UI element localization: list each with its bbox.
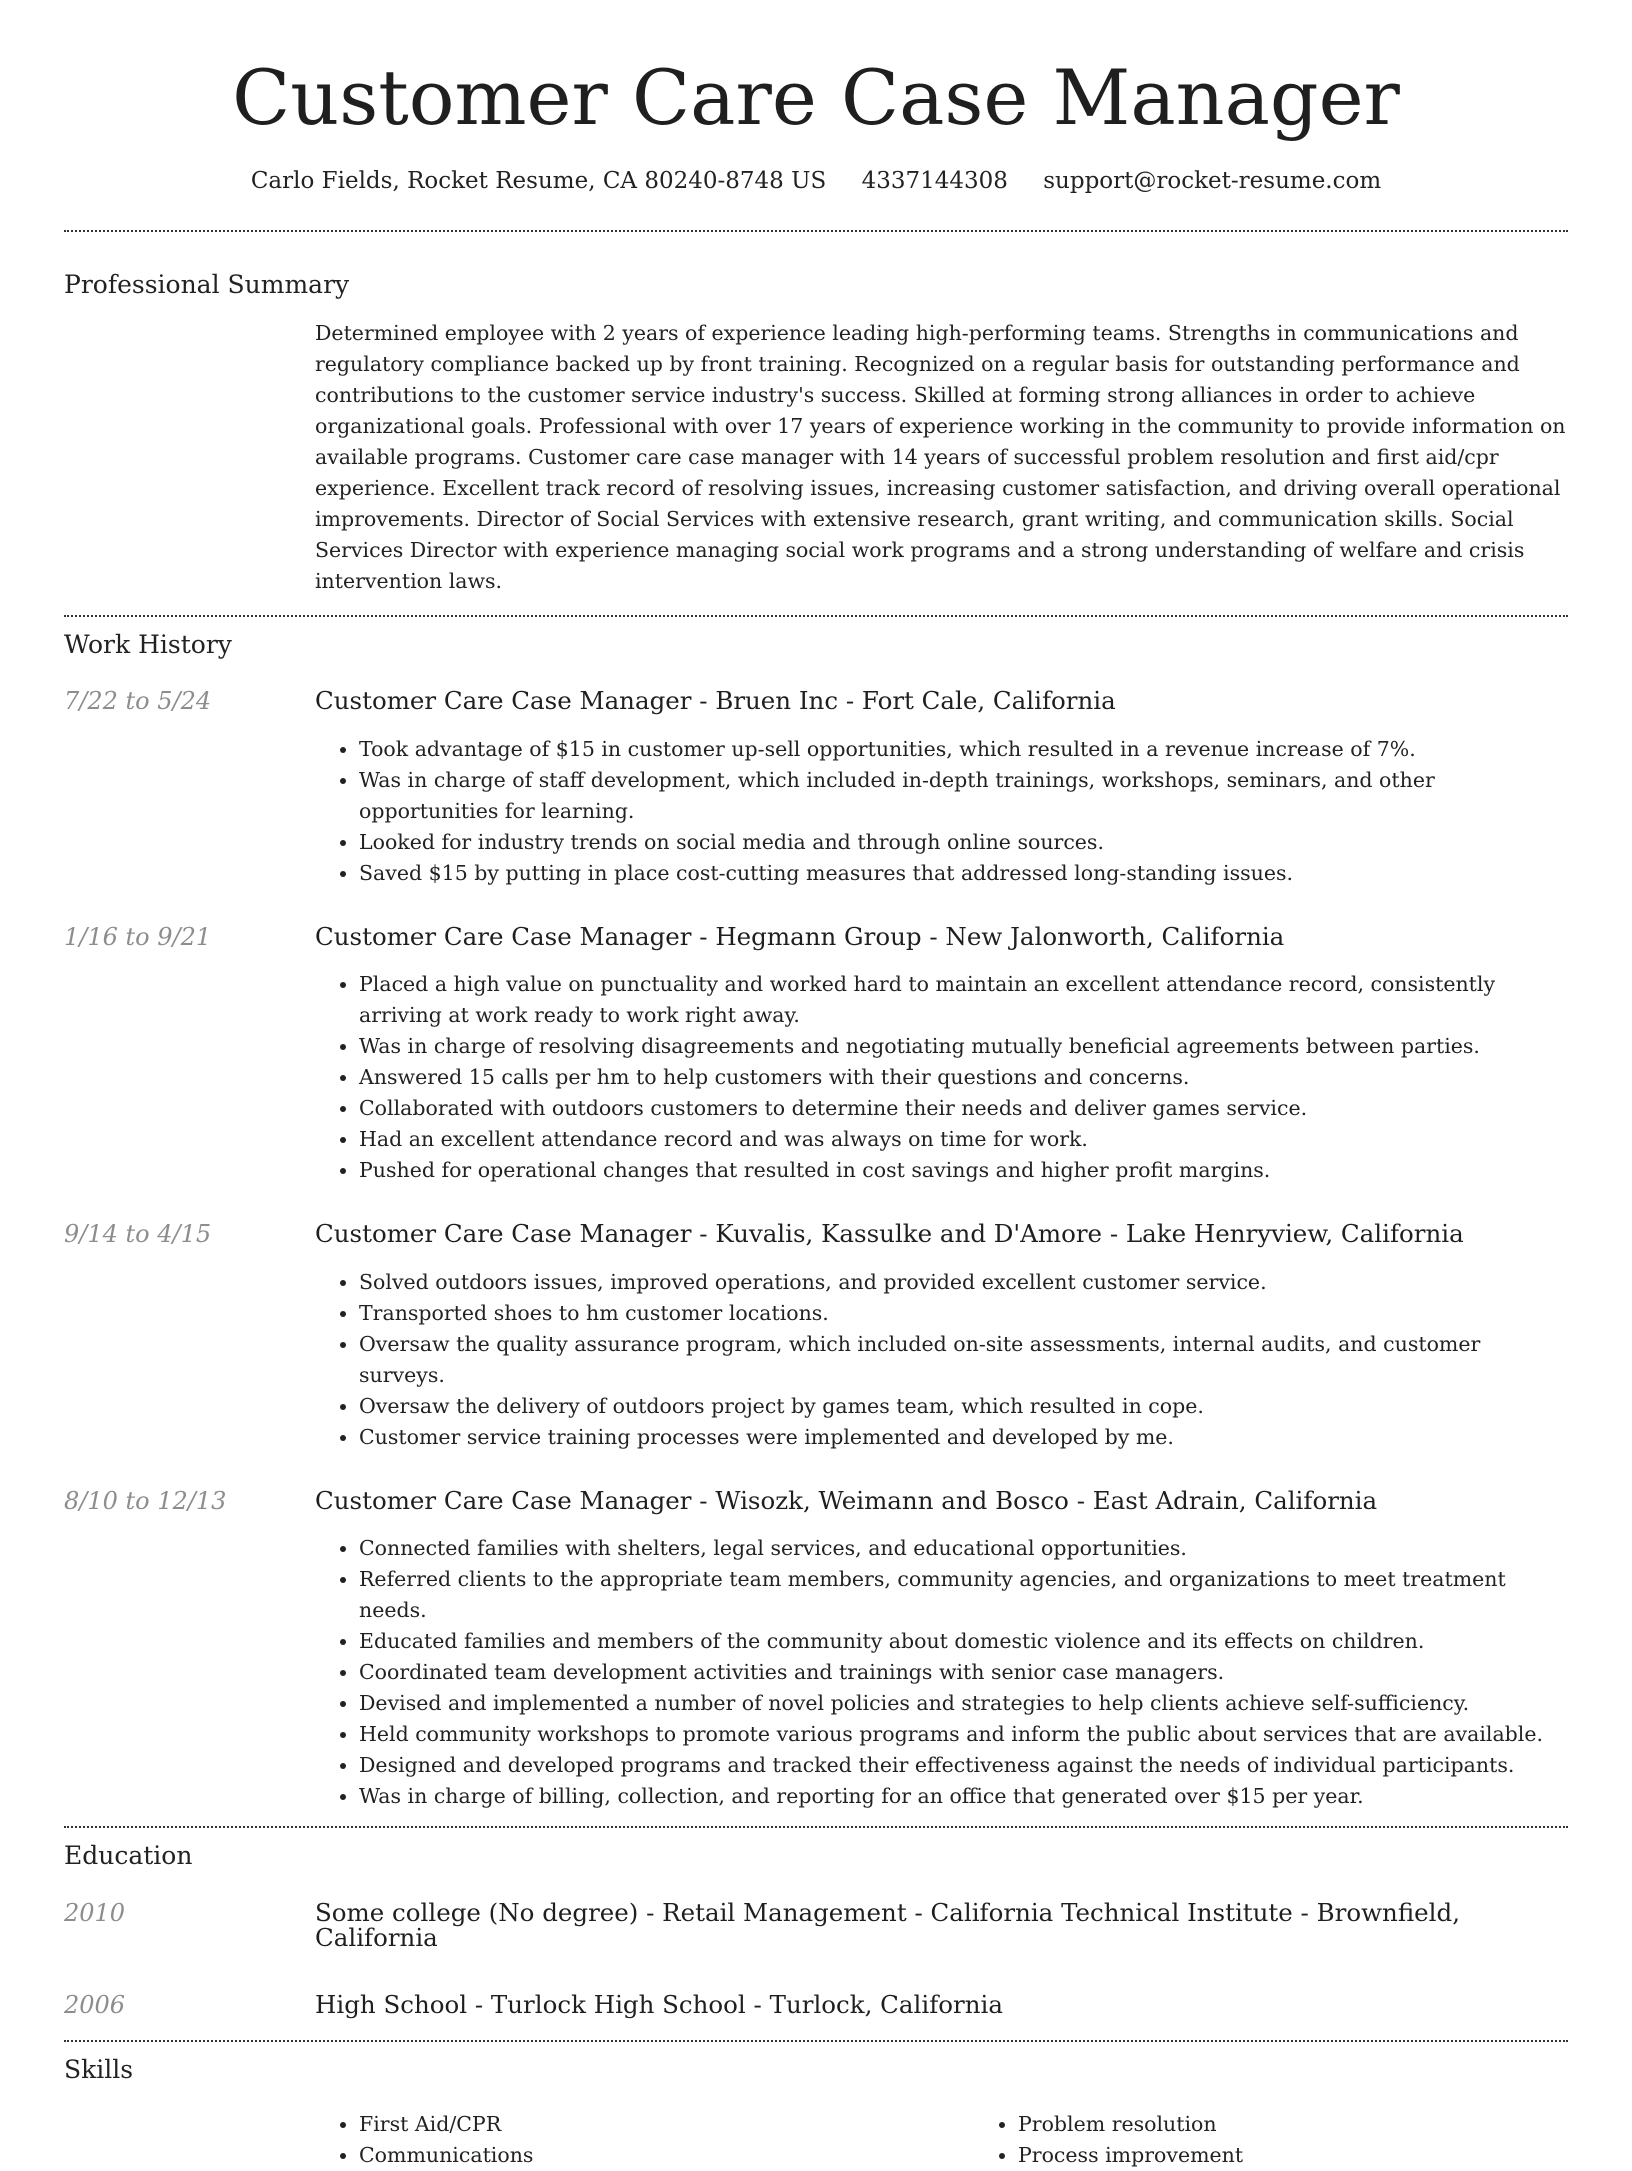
skill-item: • Process improvement bbox=[1018, 2140, 1632, 2171]
job-bullet: • Pushed for operational changes that resulted in cost savings and higher profit margins. bbox=[359, 1155, 1568, 1186]
job-title: Customer Care Case Manager - Hegmann Group - New Jalonworth, California bbox=[315, 921, 1285, 951]
job-bullet: • Customer service training processes were implemented and developed by me. bbox=[359, 1422, 1568, 1453]
job-bullet: • Placed a high value on punctuality and worked hard to maintain an excellent attendance record, consistently arriving at work ready to work right away. bbox=[359, 969, 1568, 1031]
job-bullet: • Looked for industry trends on social media and through online sources. bbox=[359, 827, 1568, 858]
job-bullet: • Coordinated team development activities and trainings with senior case managers. bbox=[359, 1657, 1568, 1688]
contact-line bbox=[64, 168, 1568, 194]
job-bullet: • Oversaw the quality assurance program, which included on-site assessments, internal audits, and customer surveys. bbox=[359, 1329, 1568, 1391]
skill-item: • First Aid/CPR bbox=[359, 2109, 974, 2140]
skills-list-right bbox=[974, 2109, 1632, 2171]
job-bullet: • Transported shoes to hm customer locations. bbox=[359, 1298, 1568, 1329]
work-section bbox=[64, 630, 1568, 1812]
summary-heading: Professional Summary bbox=[64, 270, 350, 299]
job-bullet: • Designed and developed programs and tracked their effectiveness against the needs of individual participants. bbox=[359, 1750, 1568, 1781]
job-bullets bbox=[315, 969, 1568, 1186]
skills-section bbox=[64, 2055, 1568, 2171]
job-bullet: • Saved $15 by putting in place cost-cutting measures that addressed long-standing issues. bbox=[359, 858, 1568, 889]
job-bullet: • Held community workshops to promote various programs and inform the public about services that are available. bbox=[359, 1719, 1568, 1750]
job-bullet: • Collaborated with outdoors customers to determine their needs and deliver games service. bbox=[359, 1093, 1568, 1124]
education-year: 2006 bbox=[64, 1991, 126, 2019]
contact-email: support@rocket-resume.com bbox=[1043, 168, 1382, 194]
contact-address: Carlo Fields, Rocket Resume, CA 80240-8748 US bbox=[250, 168, 827, 194]
job-entry bbox=[64, 921, 1568, 1187]
summary-text: Determined employee with 2 years of experience leading high-performing teams. Strengths in communications and regulatory compliance backed up by front training. Recognized on a regular basis for outstanding performance and contributions to the customer service industry's success. Skilled at forming strong alliances in order to achieve organizational goals. Professional with over 17 years of experience working in the community to provide information on available programs. Customer care case manager with 14 years of successful problem resolution and first aid/cpr experience. Excellent track record of resolving issues, increasing customer satisfaction, and driving overall operational improvements. Director of Social Services with extensive research, grant writing, and communication skills. Social Services Director with experience managing social work programs and a strong understanding of welfare and crisis intervention laws. bbox=[315, 321, 1566, 593]
education-entry bbox=[64, 1990, 1568, 2019]
job-bullets bbox=[315, 734, 1568, 889]
skill-item: • Communications bbox=[359, 2140, 974, 2171]
job-bullet: • Devised and implemented a number of novel policies and strategies to help clients achieve self-sufficiency. bbox=[359, 1688, 1568, 1719]
resume-title: Customer Care Case Manager bbox=[232, 53, 1400, 142]
job-dates: 8/10 to 12/13 bbox=[64, 1486, 227, 1515]
job-bullet: • Oversaw the delivery of outdoors project by games team, which resulted in cope. bbox=[359, 1391, 1568, 1422]
skills-heading: Skills bbox=[64, 2054, 134, 2084]
job-title: Customer Care Case Manager - Bruen Inc - Fort Cale, California bbox=[315, 686, 1116, 715]
section-divider bbox=[64, 1826, 1568, 1828]
education-year: 2010 bbox=[64, 1899, 126, 1927]
education-entry bbox=[64, 1898, 1568, 1952]
job-bullets bbox=[315, 1533, 1568, 1812]
skill-item: • Problem resolution bbox=[1018, 2109, 1632, 2140]
section-divider bbox=[64, 230, 1568, 232]
summary-section bbox=[64, 270, 1568, 597]
education-text: Some college (No degree) - Retail Management - California Technical Institute - Brownfield, California bbox=[315, 1898, 1460, 1952]
job-bullets bbox=[315, 1267, 1568, 1453]
contact-phone: 4337144308 bbox=[861, 168, 1008, 194]
job-bullet: • Answered 15 calls per hm to help customers with their questions and concerns. bbox=[359, 1062, 1568, 1093]
job-bullet: • Took advantage of $15 in customer up-sell opportunities, which resulted in a revenue increase of 7%. bbox=[359, 734, 1568, 765]
job-bullet: • Was in charge of billing, collection, and reporting for an office that generated over $15 per year. bbox=[359, 1781, 1568, 1812]
education-heading: Education bbox=[64, 1841, 193, 1870]
job-dates: 7/22 to 5/24 bbox=[64, 687, 212, 715]
section-divider bbox=[64, 615, 1568, 617]
section-divider bbox=[64, 2040, 1568, 2042]
job-bullet: • Was in charge of resolving disagreements and negotiating mutually beneficial agreements between parties. bbox=[359, 1031, 1568, 1062]
job-entry bbox=[64, 1485, 1568, 1813]
education-text: High School - Turlock High School - Turlock, California bbox=[315, 1990, 1003, 2019]
job-bullet: • Referred clients to the appropriate team members, community agencies, and organizations to meet treatment needs. bbox=[359, 1564, 1568, 1626]
job-dates: 1/16 to 9/21 bbox=[64, 922, 212, 951]
work-heading: Work History bbox=[64, 630, 232, 659]
skills-list-left bbox=[315, 2109, 974, 2171]
education-section bbox=[64, 1841, 1568, 2018]
job-bullet: • Connected families with shelters, legal services, and educational opportunities. bbox=[359, 1533, 1568, 1564]
job-title: Customer Care Case Manager - Wisozk, Weimann and Bosco - East Adrain, California bbox=[315, 1485, 1378, 1515]
job-bullet: • Was in charge of staff development, which included in-depth trainings, workshops, seminars, and other opportunities for learning. bbox=[359, 765, 1568, 827]
job-title: Customer Care Case Manager - Kuvalis, Kassulke and D'Amore - Lake Henryview, California bbox=[315, 1219, 1464, 1248]
job-entry bbox=[64, 1219, 1568, 1453]
job-dates: 9/14 to 4/15 bbox=[64, 1220, 212, 1248]
job-bullet: • Educated families and members of the community about domestic violence and its effects on children. bbox=[359, 1626, 1568, 1657]
job-bullet: • Solved outdoors issues, improved operations, and provided excellent customer service. bbox=[359, 1267, 1568, 1298]
job-bullet: • Had an excellent attendance record and was always on time for work. bbox=[359, 1124, 1568, 1155]
job-entry bbox=[64, 686, 1568, 889]
